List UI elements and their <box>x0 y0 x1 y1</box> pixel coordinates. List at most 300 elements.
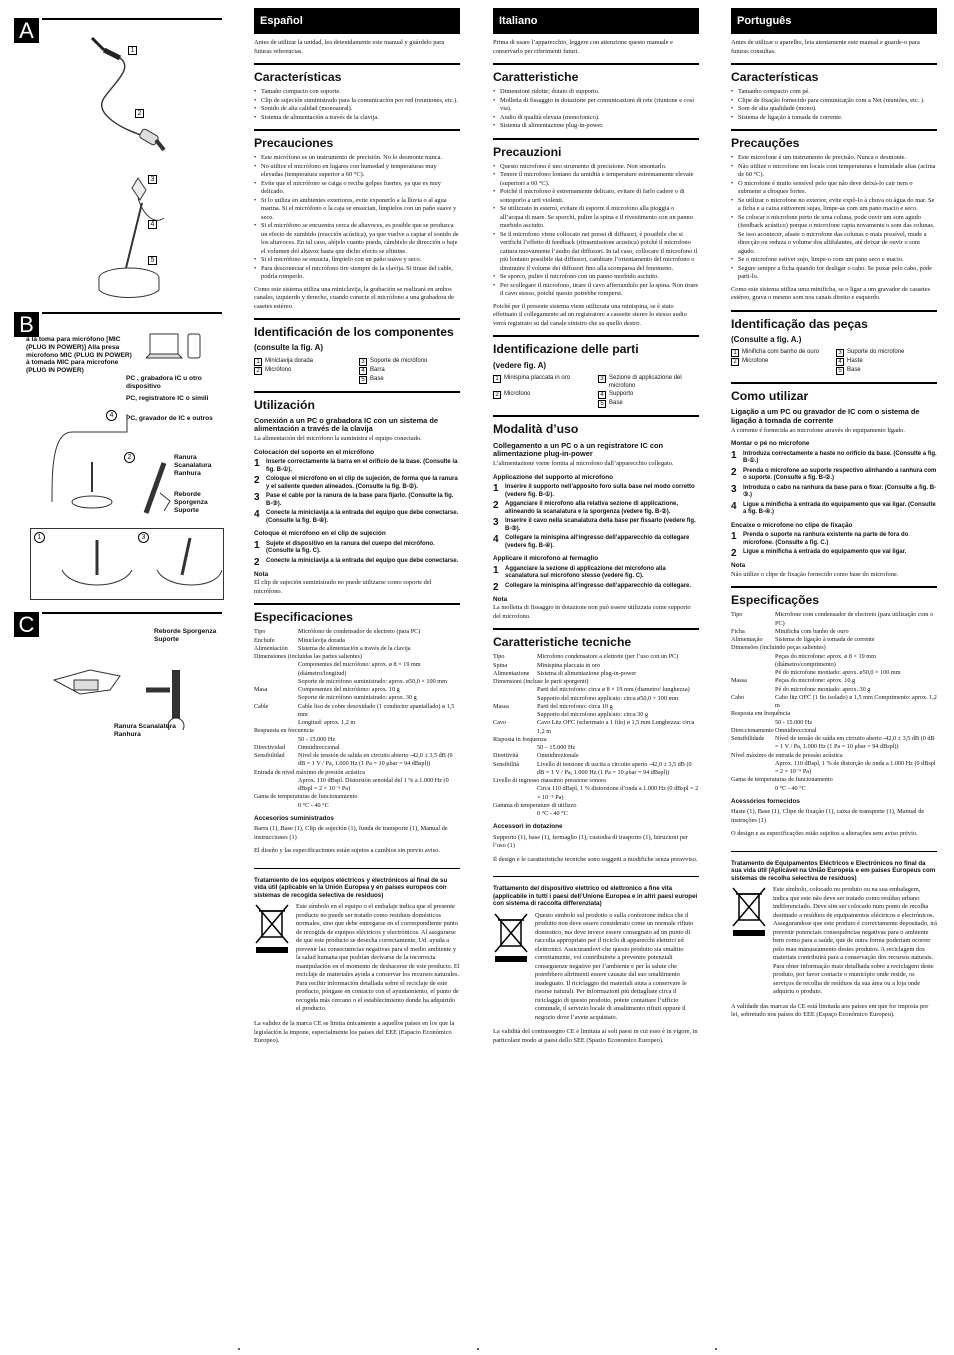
part-label: Barra <box>370 366 385 373</box>
precautions-list-es <box>254 154 460 282</box>
step-text: Agganciare la sezione di applicazione del microfono alla scanalatura sul microfono stesso (vedere fig. C). <box>505 565 666 580</box>
spec-key <box>731 686 771 694</box>
step-text: Sujete el dispositivo en la ranura del cuerpo del micrófono. (Consulte la fig. C). <box>266 540 435 555</box>
spec-label: Resposta em frequência <box>731 710 791 718</box>
part-number: 4 <box>836 358 844 366</box>
parts-list-it <box>493 375 699 409</box>
weee-block-pt <box>731 886 937 997</box>
spec-value: Minispina placcata in oro <box>537 661 601 669</box>
lang-header-es: Español <box>254 8 460 34</box>
figure-b-clip-illustration <box>140 453 174 523</box>
figure-c-tag: C <box>14 612 39 637</box>
spec-key <box>493 744 533 752</box>
list-item: • Para desconectar el micrófono tire siempre de la clavija. Si tirase del cable, podría romperlo. <box>254 265 460 282</box>
spec-value: Componentes del micrófono: aprox. 10 g <box>298 686 400 694</box>
subheading-clip-pt: Encaixe o microfone no clipe de fixação <box>731 521 853 529</box>
step-text: Collegare la minispina all’ingresso dell’apparecchio da collegare. <box>505 582 692 589</box>
heading-specs-it: Caratteristiche tecniche <box>493 628 699 649</box>
part-number: 1 <box>254 358 262 366</box>
list-item: • Evite que el micrófono se caiga o reciba golpes fuertes, ya que es muy delicado. <box>254 180 460 197</box>
note-title-it: Nota <box>493 595 508 603</box>
list-item: • Per scollegare il microfono, tirare il cavo afferrandolo per la spina. Non tirare il cavo stesso, poiché questo potrebbe rompersi. <box>493 282 699 299</box>
spec-value: Componentes del micrófono: aprox. ø 8 × 19 mm (diámetro/longitud) <box>298 661 421 677</box>
spec-value: Micrófono de condensador de electreto (para PC) <box>298 628 421 636</box>
part-label: Microfone <box>742 357 769 364</box>
subheading-accessories-pt: Acessórios fornecidos <box>731 797 800 805</box>
list-item: • Tamanho compacto com pé. <box>731 88 937 97</box>
part-label: Base <box>370 375 384 382</box>
spec-value: Pé do microfone montado: aprox. ø50,0 × 100 mm <box>775 669 901 677</box>
heading-parts-ref: (Consulte a fig. A.) <box>731 334 802 344</box>
spec-key <box>493 785 533 802</box>
spec-value: Parti del microfono: circa ø 8 × 19 mm (diametro/ lunghezza) <box>537 686 690 694</box>
list-item: • Segure sempre a ficha quando for desligar o cabo. Se puxar pelo cabo, pode parti-lo. <box>731 265 937 282</box>
parts-list-pt <box>731 349 937 375</box>
part-number: 2 <box>254 367 262 375</box>
part-label: Microfono <box>504 391 531 398</box>
spec-key: Cable <box>254 702 269 710</box>
stereo-note-pt: Como este sistema utiliza uma minificha, se o ligar a um gravador de cassetes estéreo, grava o mesmo som nos canais direito e esquerdo. <box>731 285 931 302</box>
list-item: • Molletta di fissaggio in dotazione per comunicazioni di rete (riunione e così via). <box>493 97 699 114</box>
parts-list-es <box>254 358 460 384</box>
spec-key <box>493 810 533 818</box>
spec-value: Sistema di alimentazione plug-in-power <box>537 669 637 677</box>
spec-value: Sistema de alimentación a través de la clavija <box>298 644 411 652</box>
step-number: 4 <box>254 509 260 521</box>
clip-steps-it <box>493 566 699 593</box>
accessories-it: Supporto (1), base (1), fermaglio (1), custodia di trasporto (1), Istruzioni per l’uso (1) <box>493 833 689 850</box>
list-item: • Si el micrófono se encuentra cerca de altavoces, es posible que se produzca un efecto de zumbido (reacción acústica), ya que vuelve a captar el sonido de los altavoces. En tal caso, aléjelo cuanto pueda, cámbielo de dirección o baje el volumen del altavoz hasta que dicho efecto se elimine. <box>254 222 460 256</box>
list-item: • Se utilizar o microfone no exterior, evite expô-lo à chuva ou água do mar. Se a ficha e a caixa estiverem sujas, limpe-as com um pano macio e seco. <box>731 197 937 214</box>
list-item: • Questo microfono è uno strumento di precisione. Non smontarlo. <box>493 163 699 172</box>
crop-mark <box>477 1348 479 1350</box>
stand-steps-es <box>254 459 460 525</box>
part-label: Sezione di applicazione del microfono <box>609 374 682 389</box>
figure-b-pc-label-es: PC , grabadora IC u otro dispositivo <box>126 375 202 390</box>
figure-a-rule <box>42 18 222 20</box>
spec-value: 0 °C - 40 °C <box>298 801 329 809</box>
step-text: Conecte la miniclavija a la entrada del equipo que debe conectarse. <box>266 557 459 564</box>
spec-label: Risposta in frequenza <box>493 735 547 743</box>
step-text: Prenda o suporte na ranhura existente na parte de fora do microfone. (Consulte a fig. C.) <box>743 532 909 546</box>
spec-key: Massa <box>493 702 509 710</box>
usage-text-es: La alimentación del micrófono la suministra el equipo conectado. <box>254 435 422 443</box>
step-text: Inserire il cavo nella scanalatura della base per fissarlo (vedere fig. B-③). <box>505 518 696 532</box>
list-item: • Sistema de alimentación a través de la clavija. <box>254 114 460 123</box>
heading-specs-pt: Especificações <box>731 586 937 607</box>
subheading-stand-pt: Montar o pé no microfone <box>731 440 810 448</box>
spec-key: Cabo <box>731 693 745 701</box>
part-label: Base <box>847 366 861 373</box>
spec-label: Dimensões (incluindo peças salientes) <box>731 644 826 652</box>
spec-key <box>254 661 294 678</box>
figure-b-tag: B <box>14 312 39 337</box>
spec-value: Sistema de ligação à tomada de corrente <box>775 636 875 644</box>
part-label: Supporto <box>609 391 634 398</box>
step-text: Introduza correctamente a haste no orifício da base. (Consulte a fig. B-①.) <box>743 450 937 465</box>
spec-value: Microfono condensatore a elettrete (per l’uso con un PC) <box>537 653 679 661</box>
spec-value: Cabo litz OFC (1 fio isolado) ø 1,5 mm Comprimento: aprox. 1,2 m <box>775 693 937 710</box>
part-number: 5 <box>836 367 844 375</box>
spec-value: 0 °C - 40 °C <box>775 784 806 792</box>
step-text: Agganciare il microfono alla relativa sezione di applicazione, allineando la scanalatura e la sporgenza (vedere fig. B-②). <box>505 501 679 515</box>
figure-b-devices-icon <box>146 330 206 370</box>
spec-value: Pé do microfone montado: aprox. 30 g <box>775 685 871 693</box>
step-text: Collegare la minispina all’ingresso dell’apparecchio da collegare (vedere fig. B-④). <box>505 535 690 549</box>
step-number: 1 <box>493 483 499 495</box>
step-number: 4 <box>493 534 499 546</box>
subheading-accessories-it: Accessori in dotazione <box>493 823 563 831</box>
features-list-es <box>254 88 460 122</box>
stand-steps-pt <box>731 451 937 517</box>
figure-a-callout-5: 5 <box>148 256 157 265</box>
spec-value: Omnidirezionale <box>537 752 579 760</box>
figure-a-tag: A <box>14 18 39 43</box>
figure-b-detail-illustration <box>32 530 222 598</box>
figure-b-step-2: 2 <box>124 452 135 463</box>
list-item: • Se o microfone estiver sujo, limpe-o com um pano seco e macio. <box>731 256 937 265</box>
weee-text-es: Este símbolo en el equipo o el embalaje indica que el presente producto no puede ser tratado como residuos domésticos normales, sino que debe entregarse en el correspondiente punto de recogida de equipos eléctricos y electrónicos. Al asegurarse de que este producto se desecha correctamente, Ud. ayuda a prevenir las consecuencias negativas para el medio ambiente y la salud humana que podrían derivarse de la incorrecta manipulación en el momento de deshacerse de este producto. El reciclaje de materiales ayuda a conservar los recursos naturales. Para recibir información detallada sobre el reciclaje de este producto, póngase en contacto con el ayuntamiento, el punto de recogida más cercano o el establecimiento donde ha adquirido el producto. <box>296 903 460 1013</box>
spec-value: 0 °C - 40 °C <box>537 810 568 818</box>
step-number: 2 <box>493 581 499 593</box>
part-number: 5 <box>598 400 606 408</box>
heading-parts-es <box>254 318 460 353</box>
weee-bin-icon <box>493 912 529 964</box>
part-number: 3 <box>836 349 844 357</box>
clip-steps-es <box>254 541 460 568</box>
step-number: 1 <box>493 564 499 576</box>
stereo-note-es: Como este sistema utiliza una miniclavija, la grabación se realizará en ambos canales, izquierdo y derecho, cuando conecte el micrófono a una grabadora de casetes estéreo. <box>254 285 454 310</box>
accessories-pt: Haste (1), Base (1), Clipe de fixação (1), caixa de transporte (1), Manual de instruções (1) <box>731 808 925 824</box>
spec-key: Cavo <box>493 719 507 727</box>
figure-b-step-1: 1 <box>34 532 45 543</box>
step-number: 1 <box>731 449 737 461</box>
spec-label: Entrada de nivel máximo de presión acústica <box>254 768 365 776</box>
part-label: Minispina placcata in oro <box>504 374 571 381</box>
spec-key: Alimentación <box>254 644 288 652</box>
note-text-it: La molletta di fissaggio in dotazione non può essere utilizzata come supporto del microfono. <box>493 604 691 620</box>
accessories-es: Barra (1), Base (1), Clip de sujeción (1), funda de transporte (1), Manual de instrucciones (1) <box>254 825 448 841</box>
figure-a-callout-4: 4 <box>148 220 157 229</box>
step-number: 2 <box>731 548 737 560</box>
spec-key <box>254 719 294 727</box>
figure-a-callout-3: 3 <box>148 175 157 184</box>
figure-c-rule <box>42 612 222 614</box>
step-text: Conecte la miniclavija a la entrada del equipo que debe conectarse. (Consulte la fig. B-④). <box>266 510 459 524</box>
heading-parts-text: Identificazione delle parti <box>493 342 639 357</box>
spec-value: Cable liso de cobre desoxidado (1 conductor apantallado) ø 1,5 mm <box>298 702 455 718</box>
step-number: 2 <box>731 466 737 478</box>
heading-parts-text: Identificación de los componentes <box>254 325 454 340</box>
column-espanol <box>254 8 460 1348</box>
spec-value: Peças do microfone: aprox. ø 8 × 19 mm (diâmetro/comprimento) <box>775 652 876 668</box>
spec-value: Soporte de micrófono suministrado: aprox. 30 g <box>298 694 417 702</box>
spec-key: Ficha <box>731 627 745 635</box>
heading-usage-pt: Como utilizar <box>731 382 937 403</box>
spec-label: Gama de temperaturas de funcionamento <box>731 776 833 784</box>
spec-value: Soporte de micrófono suministrado: aprox. ø50,0 × 100 mm <box>298 677 447 685</box>
step-number: 3 <box>254 492 260 504</box>
spec-key <box>731 653 771 670</box>
figure-c-rim-label: Reborde Sporgenza Suporte <box>154 628 217 643</box>
spec-key: Massa <box>731 677 747 685</box>
specs-table-es <box>254 628 460 810</box>
spec-value: Supporto del microfono applicato: circa ø50,0 × 100 mm <box>537 694 679 702</box>
figure-b-step-4: 4 <box>106 410 117 421</box>
step-number: 1 <box>254 458 260 470</box>
change-notice-es: El diseño y las especificaciones están sujetos a cambios sin previo aviso. <box>254 847 440 855</box>
part-number: 1 <box>731 349 739 357</box>
note-title-es: Nota <box>254 570 269 578</box>
heading-features-es: Características <box>254 63 460 84</box>
figure-b-assembly-illustration <box>32 412 132 522</box>
part-label: Haste <box>847 357 863 364</box>
step-number: 3 <box>731 483 737 495</box>
change-notice-it: Il design e le caratteristiche tecniche sono soggetti a modifiche senza preavviso. <box>493 855 698 863</box>
heading-parts-ref: (vedere fig. A) <box>493 360 547 370</box>
heading-precautions-it: Precauzioni <box>493 138 699 159</box>
list-item: • Se il microfono viene collocato nei pressi di diffusori, è possibile che si verifichi l’effetto di feedback (ritrasmissione acustica) poiché il microfono cattura nuovamente l’audio dai diffusori. In tal caso, collocare il microfono il più lontano possibile dai diffusori, cambiare l’orientamento del microfono o diminuire il volume dei diffusori fino alla scomparsa del fenomeno. <box>493 231 699 274</box>
weee-heading-it: Trattamento del dispositivo elettrico od elettronico a fine vita (applicabile in tutti i paesi dell’Unione Europea e in altri paesi europei con sistema di raccolta differenziata) <box>493 876 699 907</box>
weee-block-it <box>493 912 699 1023</box>
weee-block-es <box>254 903 460 1014</box>
weee-text-it: Questo simbolo sul prodotto o sulla confezione indica che il prodotto non deve essere considerato come un normale rifiuto domestico, ma deve invece essere consegnato ad un punto di raccolta appropriato per il riciclo di apparecchi elettrici ed elettronici. Assicurandovi che questo prodotto sia smaltito correttamente, voi contribuirete a prevenire potenziali conseguenze negative per l’ambiente e per la salute che potrebbero altrimenti essere causate dal suo smaltimento inadeguato. Il riciclaggio dei materiali aiuta a conservare le risorse naturali. Per informazioni più dettagliate circa il riciclaggio di questo prodotto, potete contattare l’ufficio comunale, il servizio locale di smaltimento rifiuti oppure il negozio dove l’avete acquistato. <box>535 911 694 1021</box>
figure-a-callout-2: 2 <box>135 109 144 118</box>
figure-c-slot-label: Ranura Scanalatura Ranhura <box>114 723 176 738</box>
spec-key <box>731 719 771 727</box>
spec-key: Sensibilità <box>493 760 520 768</box>
spec-value: Nivel de tensión de salida en circuito abierto -42,0 ± 3,5 dB (0 dB = 1 V / Pa, 1.000 Hz (1 Pa = 10 μbar = 94 dBspl)) <box>298 752 453 768</box>
spec-key: Sensibilidad <box>254 752 285 760</box>
part-label: Base <box>609 400 623 407</box>
features-list-pt <box>731 88 937 122</box>
spec-value: Omnidireccional <box>775 726 817 734</box>
figure-b-slot-label: Ranura Scanalatura Ranhura <box>174 454 212 477</box>
spec-key: Direttività <box>493 752 519 760</box>
figure-b-plug-label: a la toma para micrófono [MIC (PLUG IN POWER)] Alla presa microfono MIC (PLUG IN POWER) à tomada MIC para microfone (PLUG IN POWER) <box>26 336 132 375</box>
list-item: • Sistema di alimentazione plug-in-power. <box>493 122 699 131</box>
figure-b-rule <box>42 312 222 314</box>
part-number: 4 <box>359 367 367 375</box>
step-number: 1 <box>731 531 737 543</box>
specs-table-pt <box>731 611 937 793</box>
stereo-note-it: Poiché per il presente sistema viene utilizzata una minispina, se è stato effettuato il collegamento ad un registratore a cassette stereo lo stesso audio verrà registrato su dal canale sinistro che su quello destro. <box>493 302 687 327</box>
stand-steps-it <box>493 484 699 550</box>
heading-features-pt: Características <box>731 63 937 84</box>
spec-key <box>254 777 294 794</box>
spec-key <box>254 802 294 810</box>
spec-value: Aprox. 110 dBspl, 1 % de distorção de onda a 1.000 Hz (0 dBspl = 2 × 10⁻⁵ Pa) <box>775 759 936 776</box>
spec-key: Tipo <box>493 653 505 661</box>
spec-value: Aprox. 110 dBspl. Distorsión senoidal del 1 % a 1.000 Hz (0 dBspl = 2 × 10⁻⁵ Pa) <box>298 776 449 793</box>
ce-notice-pt: A validade das marcas da CE está limitada aos países em que for imposta por lei, sobretudo nos países do EEE (Espaço Económico Europeu). <box>731 1002 929 1019</box>
intro-es: Antes de utilizar la unidad, lea detenidamente este manual y guárdelo para futuras referencias. <box>254 39 445 55</box>
part-number: 2 <box>731 358 739 366</box>
specs-table-it <box>493 653 699 818</box>
spec-value: Omnidireccional <box>298 743 340 751</box>
spec-value: Minificha com banho de ouro <box>775 627 849 635</box>
list-item: • Som de alta qualidade (mono). <box>731 105 937 114</box>
figure-a-callout-1: 1 <box>128 46 137 55</box>
part-label: Miniclavija dorada <box>265 357 314 364</box>
heading-precautions-es: Precauciones <box>254 129 460 150</box>
spec-key <box>493 686 533 694</box>
subheading-accessories-es: Accesorios suministrados <box>254 814 334 822</box>
lang-header-pt: Português <box>731 8 937 34</box>
usage-text-it: L’alimentazione viene fornita al microfono dall’apparecchio collegato. <box>493 460 674 468</box>
list-item: • Se sporco, pulire il microfono con un panno morbido asciutto. <box>493 273 699 282</box>
spec-label: Respuesta en frecuencia <box>254 727 314 735</box>
step-text: Pase el cable por la ranura de la base para fijarlo. (Consulte la fig. B-③). <box>266 493 454 507</box>
step-text: Introduza o cabo na ranhura da base para o fixar. (Consulte a fig. B-③.) <box>743 484 937 499</box>
spec-label: Gama de temperaturas de funcionamiento <box>254 793 358 801</box>
figure-a-microphone-illustration <box>64 28 224 308</box>
spec-value: Peças do microfone: aprox. 10 g <box>775 677 856 685</box>
heading-usage-it: Modalità d’uso <box>493 415 699 436</box>
spec-label: Dimensioni (incluse le parti sporgenti) <box>493 678 589 686</box>
figure-c-clip-illustration <box>50 650 200 730</box>
note-text-pt: Não utilize o clipe de fixação fornecido como base do microfone. <box>731 570 899 578</box>
spec-value: Longitud: aprox. 1,2 m <box>298 719 356 727</box>
spec-key: Direccionamento <box>731 726 774 734</box>
heading-parts-text: Identificação das peças <box>731 316 868 331</box>
step-number: 2 <box>254 475 260 487</box>
ce-notice-es: La validez de la marca CE se limita únicamente a aquellos países en los que la legislación la impone, especialmente los países del EEE (Espacio Económico Europeo). <box>254 1019 455 1045</box>
figure-b-step-3: 3 <box>138 532 149 543</box>
figures-column <box>14 8 224 1348</box>
spec-label: Nível máximo de entrada de pressão acústica <box>731 751 843 759</box>
list-item: • Se colocar o microfone perto de uma coluna, pode ouvir um som agudo (feedback acústico) porque o microfone capta novamente o som das colunas. Se isso acontecer, afaste o microfone das colunas o mais possível, mude a direcção ou reduza o volume dos altifalantes, até deixar de ouvir o som agudo. <box>731 214 937 257</box>
subheading-connection-es: Conexión a un PC o grabadora IC con un sistema de alimentación a través de la clavija <box>254 415 438 434</box>
figure-b-pc-label-it: PC, registratore IC o simili <box>126 395 209 402</box>
column-italiano <box>493 8 699 1348</box>
spec-label: Gamma di temperature di utilizzo <box>493 801 577 809</box>
note-title-pt: Nota <box>731 562 746 570</box>
spec-value: Parti del microfono: circa 10 g <box>537 702 613 710</box>
list-item: • Audio di qualità elevata (monofonico). <box>493 114 699 123</box>
part-number: 2 <box>493 391 501 399</box>
spec-value: 50 - 15.000 Hz <box>298 735 336 743</box>
list-item: • Si lo utiliza en ambientes exteriores, evite exponerlo a la lluvia o al agua marina. Si el micrófono o la caja se ensucian, límpielos con un paño suave y seco. <box>254 197 460 223</box>
list-item: • Não utilize o microfone em locais com temperaturas e humidade altas (acima de 60 °C). <box>731 163 937 180</box>
spec-value: Microfone com condensador de electreto (para utilização com o PC) <box>775 611 934 627</box>
spec-key: Spina <box>493 661 508 669</box>
step-number: 3 <box>493 517 499 529</box>
part-number: 3 <box>598 375 606 383</box>
weee-text-pt: Este símbolo, colocado no produto ou na sua embalagem, indica que este não deve ser tratado como resíduo urbano indiferenciado. Deve sim ser colocado num ponto de recolha destinado a resíduos de equipamentos eléctricos e electrónicos. Assegurandose que este produto é correctamente depositado, irá prevenir potenciais consequências negativas para o ambiente bem como para a saúde, que de outra forma poderiam ocorrer pelo mau manuseamento destes produtos. A reciclagem dos materiais contribuirá para a conservação dos recursos naturais. Para obter informação mais detalhada sobre a reciclagem deste produto, por favor contacte o município onde reside, os serviços de recolha de resíduos da sua área ou a loja onde adquiriu o produto. <box>773 886 937 996</box>
list-item: • Dimensioni ridotte; dotato di supporto. <box>493 88 699 97</box>
heading-parts-ref: (consulte la fig. A) <box>254 343 324 353</box>
part-label: Micrófono <box>265 366 292 373</box>
part-number: 5 <box>359 376 367 384</box>
spec-value: 50 - 15.000 Hz <box>775 718 813 726</box>
list-item: • Tenere il microfono lontano da umidità e temperature estremamente elevate (superiori a 60 °C). <box>493 171 699 188</box>
part-number: 4 <box>598 391 606 399</box>
step-number: 1 <box>254 539 260 551</box>
list-item: • No utilice el micrófono en lugares con humedad y temperaturas muy elevadas (temperatura superior a 60 °C). <box>254 163 460 180</box>
weee-heading-pt: Tratamento de Equipamentos Eléctricos e Electrónicos no final da sua vida útil (Aplicável na União Europeia e em países Europeus com sistemas de recolha selectiva de resíduos) <box>731 851 937 882</box>
spec-label: Dimensiones (incluidas las partes salientes) <box>254 653 362 661</box>
crop-mark <box>715 1348 717 1350</box>
spec-key <box>731 785 771 793</box>
part-number: 1 <box>493 375 501 383</box>
subheading-clip-es: Coloque el micrófono en el clip de sujeción <box>254 530 386 538</box>
subheading-clip-it: Applicare il microfono al fermaglio <box>493 555 599 563</box>
heading-parts-pt <box>731 310 937 345</box>
list-item: • O microfone é muito sensível pelo que não deve deixá-lo cair nem o submeter a choques fortes. <box>731 180 937 197</box>
list-item: • Clipe de fixação fornecido para comunicação com a Net (reuniões, etc. ). <box>731 97 937 106</box>
spec-value: Miniclavija dorada <box>298 636 345 644</box>
list-item: • Se utilizzato in esterni, evitare di esporre il microfono alla pioggia o all’acqua di mare. Se sporchi, pulire la spina e il rivestimento con un panno morbido asciutto. <box>493 205 699 231</box>
figure-b-pc-label-pt: PC, gravador de IC e outros <box>126 415 213 422</box>
precautions-list-pt <box>731 154 937 282</box>
spec-key: Masa <box>254 686 268 694</box>
spec-key: Tipo <box>254 628 266 636</box>
weee-heading-es: Tratamiento de los equipos eléctricos y electrónicos al final de su vida útil (aplicable en la Unión Europea y en países europeos con sistemas de recogida selectiva de residuos) <box>254 868 460 899</box>
spec-value: Circa 110 dBspl, 1 % distorsione d’onda a 1.000 Hz (0 dBspl = 2 × 10⁻⁵ Pa) <box>537 785 699 801</box>
spec-key <box>254 736 294 744</box>
subheading-connection-pt: Ligação a um PC ou gravador de IC com o sistema de ligação à tomada de corrente <box>731 407 920 425</box>
step-number: 2 <box>254 556 260 568</box>
part-label: Minificha com banho de ouro <box>742 348 820 355</box>
part-number: 3 <box>359 358 367 366</box>
spec-key <box>493 695 533 703</box>
list-item: • Si el micrófono se ensucia, límpielo con un paño suave y seco. <box>254 256 460 265</box>
spec-key <box>254 694 294 702</box>
spec-key: Tipo <box>731 611 743 619</box>
spec-key: Alimentazione <box>493 669 530 677</box>
spec-label: Livello di ingresso massimo pressione sonora <box>493 777 606 785</box>
heading-parts-it <box>493 335 699 370</box>
step-text: Ligue a minificha à entrada do equipamento que vai ligar. (Consulte a fig. B-④.) <box>743 501 936 516</box>
step-text: Coloque el micrófono en el clip de sujeción, de forma que la ranura y el saliente queden alineados. (Consulte la fig. B-②). <box>266 476 458 490</box>
precautions-list-it <box>493 163 699 299</box>
intro-it: Prima di usare l’apparecchio, leggere con attenzione questo manuale e conservarlo per riferimenti futuri. <box>493 39 673 55</box>
usage-text-pt: A corrente é fornecida ao microfone através do equipamento ligado. <box>731 426 905 434</box>
clip-steps-pt <box>731 532 937 559</box>
figure-b-rim-label: Reborde Sporgenza Suporte <box>174 491 208 514</box>
features-list-it <box>493 88 699 131</box>
list-item: • Este microfone é um instrumento de precisão. Nunca o desmonte. <box>731 154 937 163</box>
spec-key <box>731 760 771 777</box>
spec-value: Cavo Litz OFC (schermato a 1 filo) ø 1,5 mm Lunghezza: circa 1,2 m <box>537 719 695 735</box>
list-item: • Tamaño compacto con soporte. <box>254 88 460 97</box>
spec-key <box>254 678 294 686</box>
step-text: Prenda o microfone ao suporte respectivo alinhando a ranhura com o suporte. (Consulte a fig. B-②.) <box>743 467 937 482</box>
step-text: Inserte correctamente la barra en el orificio de la base. (Consulte la fig. B-①). <box>266 459 458 473</box>
spec-value: Livello di tensione di uscita a circuito aperto -42,0 ± 3,5 dB (0 dB = 1 V / Pa, 1.000 Hz (1 Pa = 10 μbar = 94 dBspl)) <box>537 760 692 776</box>
heading-specs-es: Especificaciones <box>254 603 460 624</box>
step-text: Ligue a minificha à entrada do equipamento que vai ligar. <box>743 549 907 556</box>
list-item: • Sonido de alta calidad (monoaural). <box>254 105 460 114</box>
ce-notice-it: La validità del contrassegno CE è limitata ai soli paesi in cui esso è in vigore, in particolare modo ai paesi dello SEE (Spazio Economico Europeo). <box>493 1028 698 1044</box>
column-portugues <box>731 8 937 1348</box>
spec-value: Supporto del microfono applicato: circa 30 g <box>537 711 649 719</box>
spec-value: 50 – 15.000 Hz <box>537 744 576 752</box>
note-text-es: El clip de sujeción suministrado no puede utilizarse como soporte del micrófono. <box>254 579 432 595</box>
heading-features-it: Caratteristiche <box>493 63 699 84</box>
intro-pt: Antes de utilizar o aparelho, leia atentamente este manual e guarde-o para futuras consultas. <box>731 39 920 55</box>
spec-key <box>493 711 533 719</box>
crop-mark <box>238 1348 240 1350</box>
spec-value: Nível de tensão de saída em circuito aberto -42,0 ± 3,5 dB (0 dB = 1 V / Pa, 1.000 Hz (1 Pa = 10 μbar = 94 dBspl)) <box>775 735 935 751</box>
subheading-connection-it: Collegamento a un PC o a un registratore IC con alimentazione plug-in-power <box>493 440 664 459</box>
lang-header-it: Italiano <box>493 8 699 34</box>
part-label: Suporte do microfone <box>847 348 905 355</box>
list-item: • Sistema de ligação à tomada de corrente. <box>731 114 937 123</box>
heading-usage-es: Utilización <box>254 391 460 412</box>
spec-key <box>731 669 771 677</box>
